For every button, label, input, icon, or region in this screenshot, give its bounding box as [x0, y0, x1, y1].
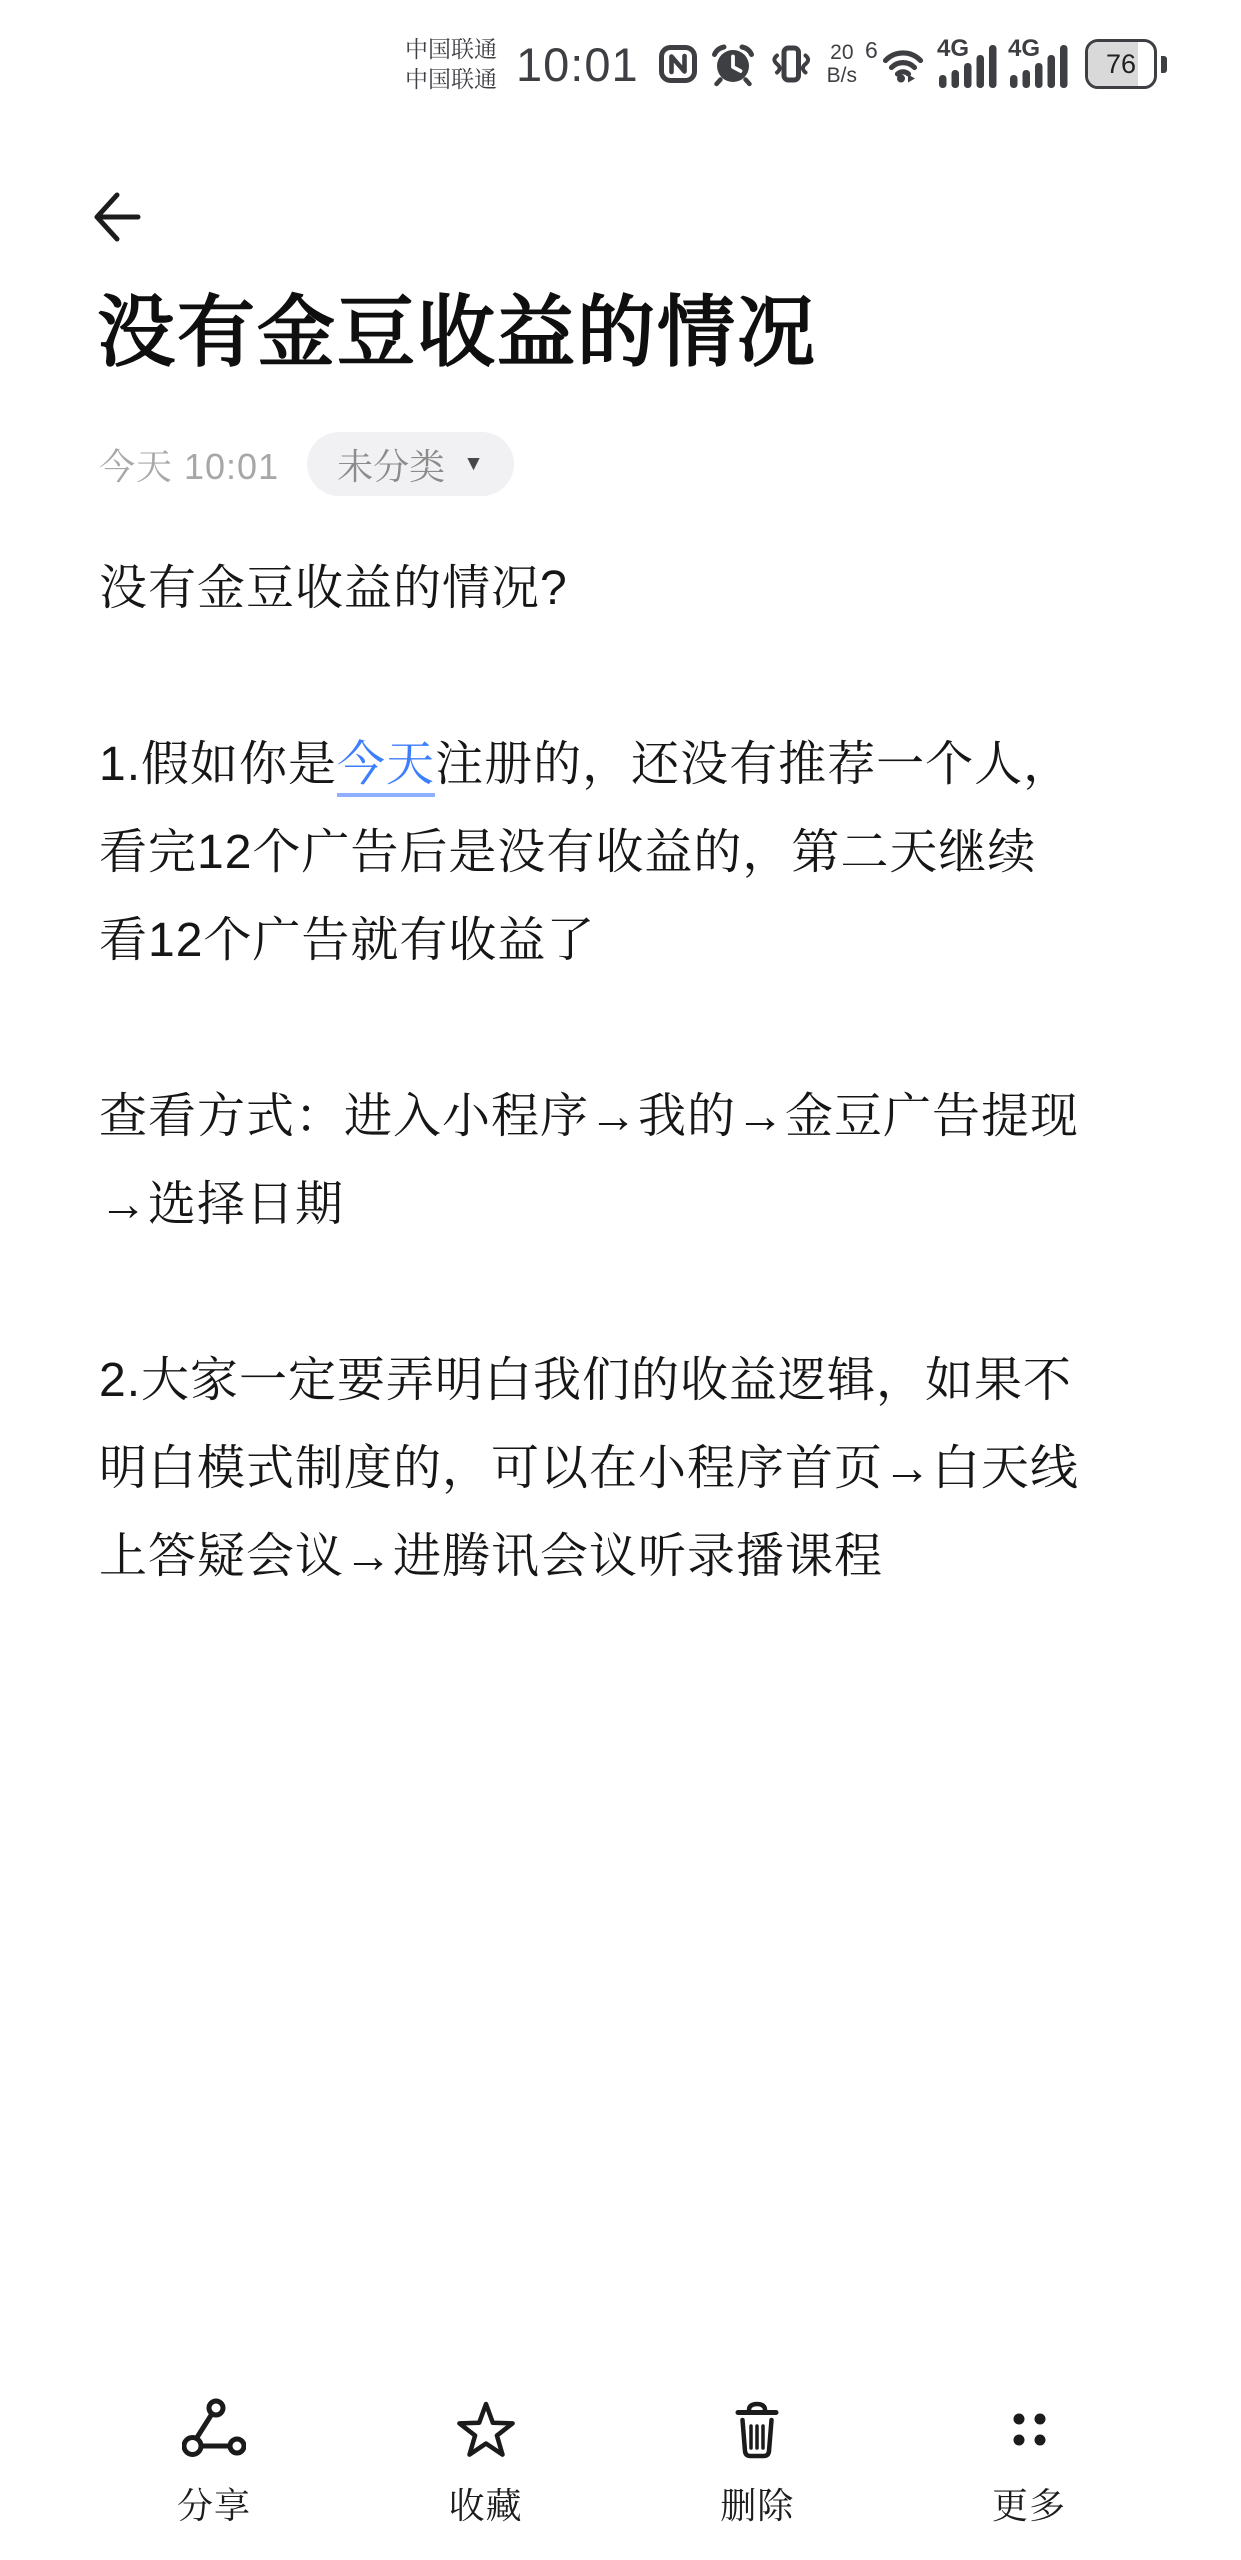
favorite-label: 收藏: [448, 2485, 523, 2526]
category-label: 未分类: [337, 445, 446, 487]
carrier-sim1: 中国联通: [405, 36, 498, 62]
back-arrow-icon[interactable]: [90, 186, 142, 248]
share-label: 分享: [176, 2485, 251, 2526]
network-speed-unit: B/s: [826, 64, 857, 87]
note-line: 看完12个广告后是没有收益的，第二天继续: [99, 826, 1037, 879]
carrier-names: [405, 34, 497, 94]
delete-button[interactable]: [707, 2398, 807, 2529]
share-icon: [182, 2398, 246, 2462]
note-line: 查看方式：进入小程序→我的→金豆广告提现: [99, 1090, 1080, 1143]
note-line: 没有金豆收益的情况?: [99, 562, 568, 615]
more-label: 更多: [991, 2485, 1066, 2526]
clock: 10:01: [516, 37, 639, 91]
favorite-button[interactable]: [436, 2398, 536, 2529]
delete-label: 删除: [720, 2485, 795, 2526]
note-line: 上答疑会议→进腾讯会议听录播课程: [99, 1530, 884, 1583]
wifi-indicator: [865, 37, 926, 83]
note-timestamp: 今天 10:01: [99, 445, 280, 487]
bottom-toolbar: [0, 2398, 1241, 2529]
wifi-generation-label: 6: [865, 37, 878, 63]
note-content[interactable]: [99, 545, 1159, 1601]
network-speed-value: 20: [830, 41, 854, 64]
battery-percent-label: 76: [1105, 48, 1137, 79]
signal-sim1: [937, 35, 997, 88]
more-dots-icon: [997, 2398, 1061, 2462]
note-text-segment: 注册的，还没有推荐一个人，: [435, 738, 1073, 791]
signal-bars-icon: [939, 42, 997, 88]
paragraph-gap: [99, 1249, 1159, 1337]
network-speed: [827, 41, 857, 87]
wifi-icon: [880, 45, 926, 83]
vibrate-icon: [768, 42, 814, 86]
paragraph-gap: [99, 985, 1159, 1073]
category-dropdown[interactable]: [307, 432, 514, 496]
alarm-icon: [711, 41, 755, 87]
signal-sim1-network-label: 4G: [937, 35, 970, 62]
chevron-down-icon: ▼: [463, 452, 484, 475]
nfc-icon: [658, 44, 698, 84]
paragraph-gap: [99, 633, 1159, 721]
trash-icon: [725, 2398, 789, 2462]
today-link[interactable]: 今天: [337, 738, 435, 797]
signal-sim2-network-label: 4G: [1008, 35, 1041, 62]
note-meta-row: [99, 432, 514, 496]
carrier-sim2: 中国联通: [405, 66, 498, 92]
star-icon: [454, 2398, 518, 2462]
battery-icon: [1085, 39, 1157, 89]
more-button[interactable]: [979, 2398, 1079, 2529]
signal-sim2: [1008, 35, 1068, 88]
note-line: 看12个广告就有收益了: [99, 914, 596, 967]
signal-bars-icon: [1010, 42, 1068, 88]
note-line: [99, 721, 1159, 809]
note-text-segment: 1.假如你是: [99, 738, 338, 791]
battery-nub: [1161, 56, 1167, 73]
note-line: 2.大家一定要弄明白我们的收益逻辑，如果不: [99, 1354, 1073, 1407]
note-line: →选择日期: [99, 1178, 345, 1231]
note-line: 明白模式制度的，可以在小程序首页→白天线: [99, 1442, 1080, 1495]
page-title: 没有金豆收益的情况: [97, 288, 818, 376]
share-button[interactable]: [164, 2398, 264, 2529]
status-bar: [0, 26, 1241, 102]
